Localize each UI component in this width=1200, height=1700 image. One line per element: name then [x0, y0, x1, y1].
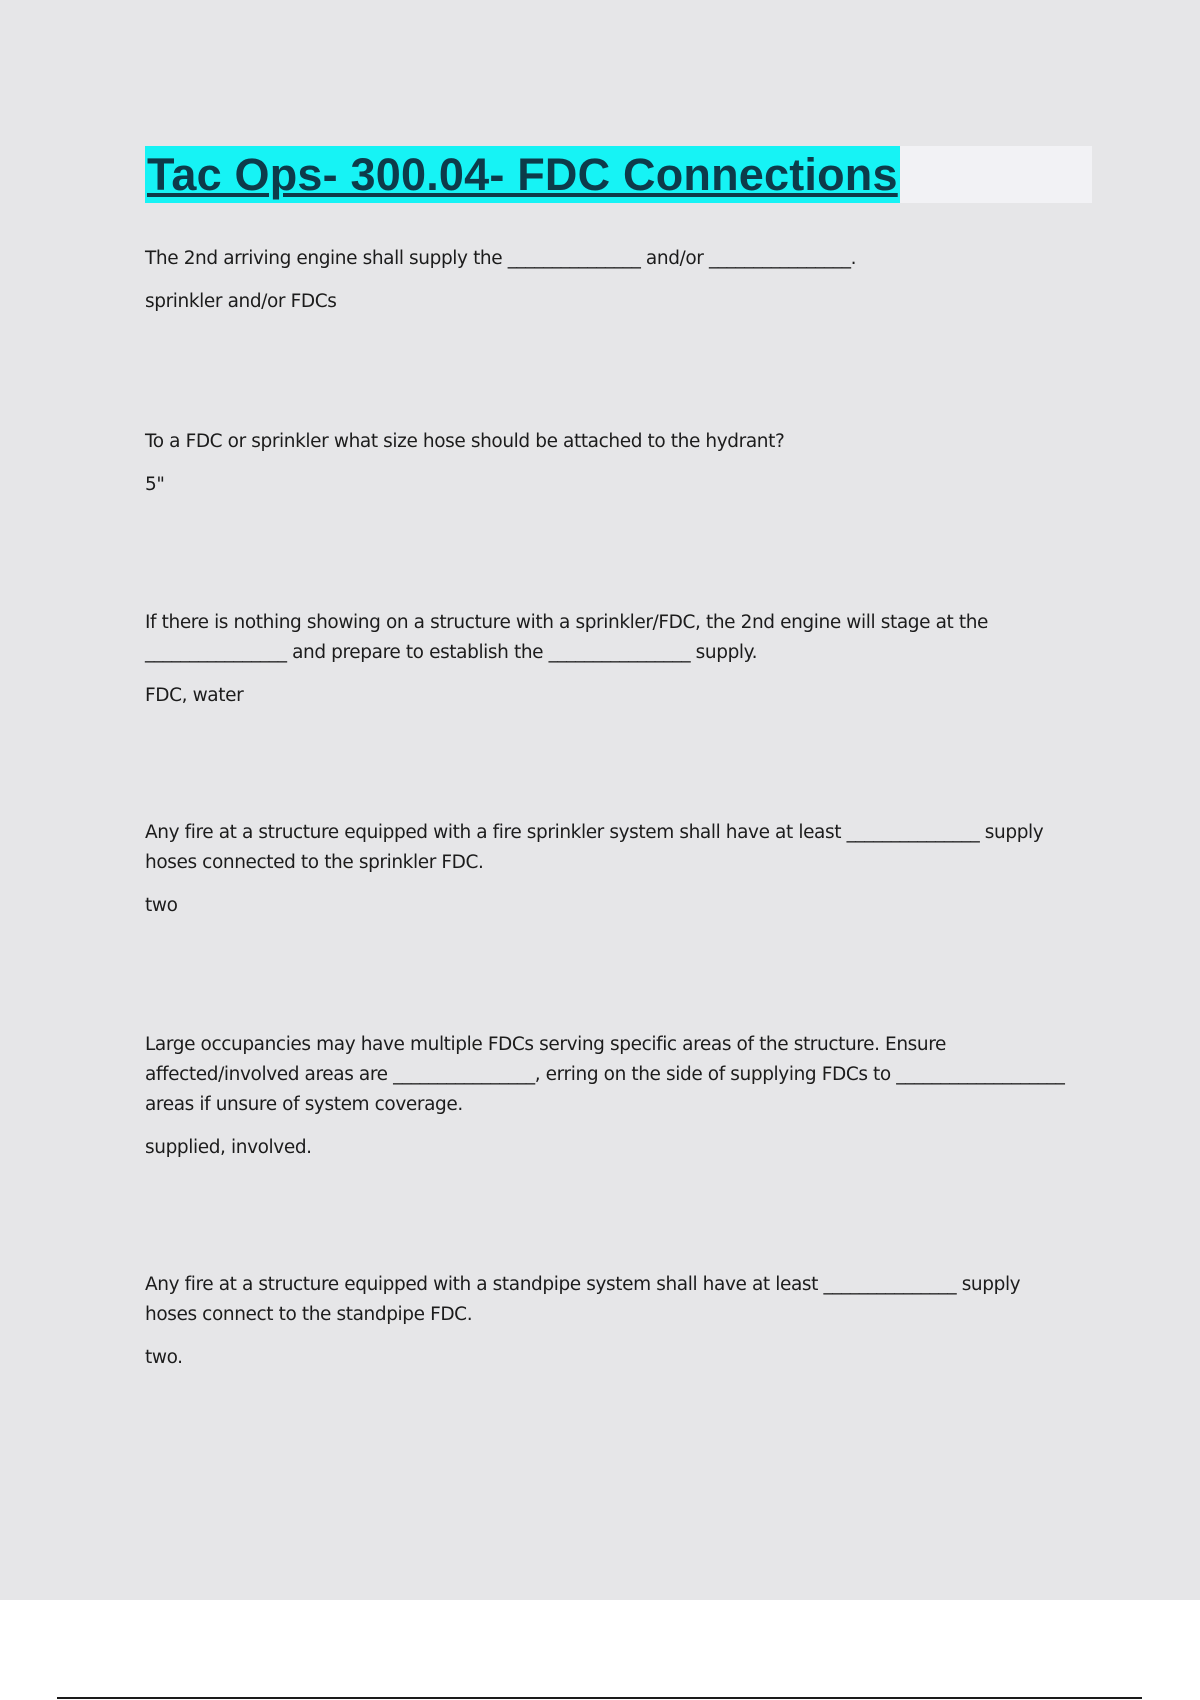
question-text: If there is nothing showing on a structure with a sprinkler/FDC, the 2nd engine will stage at the ________________ and prepare to establish the ________________ supply.: [145, 612, 988, 663]
answer-text: sprinkler and/or FDCs: [145, 291, 337, 312]
document-title: Tac Ops- 300.04- FDC Connections: [145, 146, 900, 203]
question-text: To a FDC or sprinkler what size hose should be attached to the hydrant?: [145, 431, 785, 452]
qa-item-6: [145, 1270, 1075, 1373]
qa-item-2: [145, 427, 1075, 500]
question-text: Large occupancies may have multiple FDCs serving specific areas of the structure. Ensure affected/involved areas are ________________, erring on the side of supplying FDCs to ___________________ areas if unsure of system coverage.: [145, 1034, 1065, 1115]
question-text: Any fire at a structure equipped with a standpipe system shall have at least _______________ supply hoses connect to the standpipe FDC.: [145, 1274, 1021, 1325]
answer-text: two: [145, 895, 178, 916]
answer-text: FDC, water: [145, 685, 244, 706]
qa-item-4: [145, 818, 1075, 921]
footer-rule: [57, 1697, 1142, 1699]
question-text: The 2nd arriving engine shall supply the _______________ and/or ________________.: [145, 248, 857, 269]
question-text: Any fire at a structure equipped with a fire sprinkler system shall have at least _______________ supply hoses connected to the sprinkler FDC.: [145, 822, 1044, 873]
answer-text: two.: [145, 1347, 183, 1368]
answer-text: 5": [145, 474, 165, 495]
qa-item-3: [145, 608, 1075, 711]
qa-item-1: [145, 244, 1075, 317]
answer-text: supplied, involved.: [145, 1137, 312, 1158]
qa-item-5: [145, 1030, 1075, 1163]
